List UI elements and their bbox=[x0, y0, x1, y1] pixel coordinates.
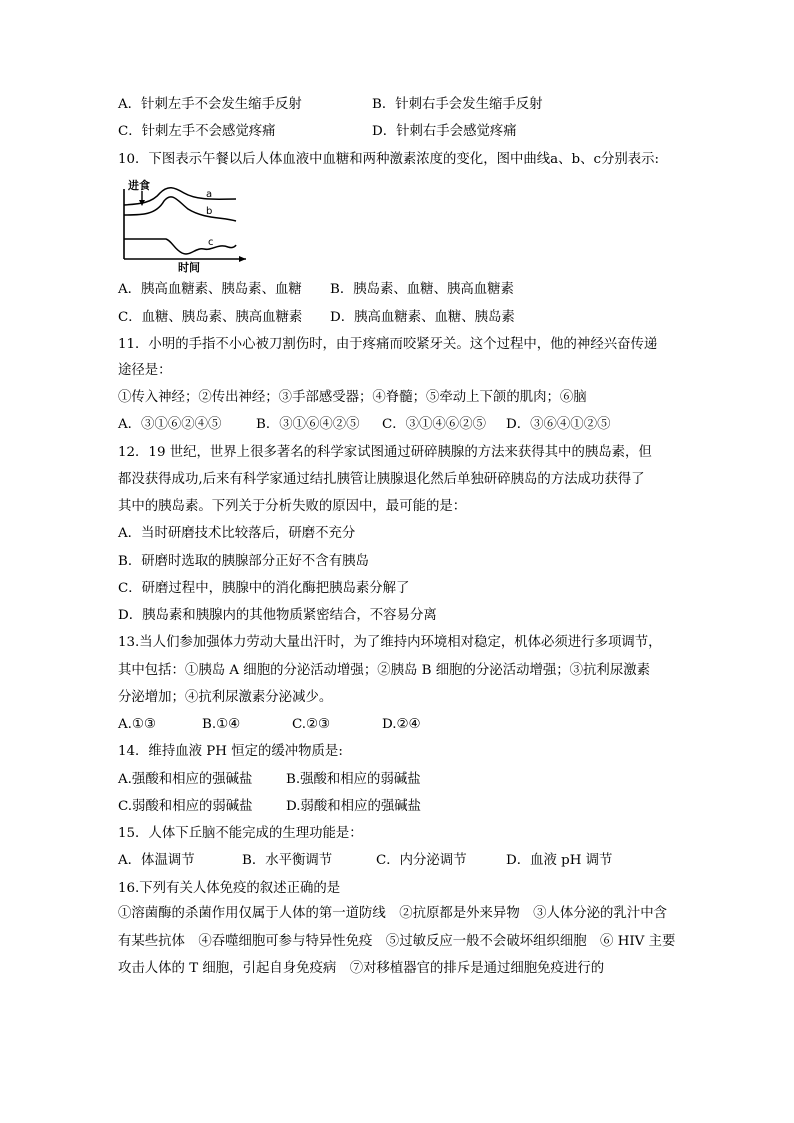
q14-option-c: C.弱酸和相应的弱碱盐 bbox=[118, 799, 253, 814]
q13-option-c: C.②③ bbox=[292, 717, 331, 732]
figure-label-time: 时间 bbox=[178, 261, 200, 273]
q12-stem-line3: 其中的胰岛素。下列关于分析失败的原因中，最可能的是： bbox=[118, 499, 467, 514]
q12-option-c: C．研磨过程中，胰腺中的消化酶把胰岛素分解了 bbox=[118, 581, 410, 596]
q10-stem: 10．下图表示午餐以后人体血液中血糖和两种激素浓度的变化，图中曲线a、b、c分别表示: bbox=[118, 152, 660, 167]
q9-option-b: B．针刺右手会发生缩手反射 bbox=[372, 97, 543, 112]
q11-items: ①传入神经；②传出神经；③手部感受器；④脊髓；⑤牵动上下颌的肌肉；⑥脑 bbox=[118, 390, 587, 405]
q10-option-a: A．胰高血糖素、胰岛素、血糖 bbox=[118, 282, 302, 297]
q14-stem: 14．维持血液 PH 恒定的缓冲物质是: bbox=[118, 744, 343, 759]
q14-option-b: B.强酸和相应的弱碱盐 bbox=[286, 772, 421, 787]
q15-option-b: B．水平衡调节 bbox=[242, 853, 333, 868]
q9-option-d: D．针刺右手会感觉疼痛 bbox=[372, 124, 517, 139]
q15-option-a: A．体温调节 bbox=[118, 853, 195, 868]
q14-option-d: D.弱酸和相应的强碱盐 bbox=[286, 799, 422, 814]
q10-option-d: D．胰高血糖素、血糖、胰岛素 bbox=[330, 310, 515, 325]
q13-option-d: D.②④ bbox=[382, 717, 421, 732]
q16-body: ①溶菌酶的杀菌作用仅属于人体的第一道防线 ②抗原都是外来异物 ③人体分泌的乳汁中含有某些抗体 ④吞噬细胞可参与特异性免疫 ⑤过敏反应一般不会破坏组织细胞 ⑥ HIV 主要攻击人体的 T 细胞，引起自身免疫病 ⑦对移植器官的排斥是通过细胞免疫进行的 bbox=[118, 906, 676, 976]
q11-option-a: A．③①⑥②④⑤ bbox=[118, 417, 222, 432]
q12-option-b: B．研磨时选取的胰腺部分正好不含有胰岛 bbox=[118, 554, 369, 569]
q15-option-c: C．内分泌调节 bbox=[376, 853, 467, 868]
q12-stem-line2: 都没获得成功,后来有科学家通过结扎胰管让胰腺退化然后单独研碎胰岛的方法成功获得了 bbox=[118, 472, 645, 487]
q13-stem-line1: 13.当人们参加强体力劳动大量出汗时，为了维持内环境相对稳定，机体必须进行多项调节， bbox=[118, 635, 662, 650]
q11-stem-line1: 11．小明的手指不小心被刀割伤时，由于疼痛而咬紧牙关。这个过程中，他的神经兴奋传递 bbox=[118, 337, 658, 352]
figure-label-b: b bbox=[206, 206, 213, 217]
figure-x-arrow bbox=[239, 256, 246, 262]
figure-label-c: c bbox=[208, 237, 214, 248]
q11-option-d: D．③⑥④①②⑤ bbox=[506, 417, 611, 432]
curve-c bbox=[124, 239, 236, 254]
q12-option-a: A．当时研磨技术比较落后，研磨不充分 bbox=[118, 526, 356, 541]
q11-option-b: B．③①⑥④②⑤ bbox=[256, 417, 360, 432]
q13-option-a: A.①③ bbox=[118, 717, 156, 732]
q9-option-a: A．针刺左手不会发生缩手反射 bbox=[118, 97, 302, 112]
figure-label-eat: 进食 bbox=[128, 179, 150, 192]
q15-stem: 15．人体下丘脑不能完成的生理功能是： bbox=[118, 826, 363, 841]
q15-option-d: D．血液 pH 调节 bbox=[506, 853, 613, 868]
q13-stem-line2: 其中包括：①胰岛 A 细胞的分泌活动增强；②胰岛 B 细胞的分泌活动增强；③抗利尿激素 bbox=[118, 663, 650, 678]
q9-option-c: C．针刺左手不会感觉疼痛 bbox=[118, 124, 276, 139]
q10-hormone-curve-figure bbox=[118, 177, 248, 273]
q12-stem-line1: 12．19 世纪，世界上很多著名的科学家试图通过研碎胰腺的方法来获得其中的胰岛素，但 bbox=[118, 445, 652, 460]
figure-label-a: a bbox=[206, 189, 213, 200]
q16-stem: 16.下列有关人体免疫的叙述正确的是 bbox=[118, 881, 341, 896]
q13-stem-line3: 分泌增加；④抗利尿激素分泌减少。 bbox=[118, 690, 333, 705]
q14-option-a: A.强酸和相应的强碱盐 bbox=[118, 772, 253, 787]
q10-option-c: C．血糖、胰岛素、胰高血糖素 bbox=[118, 310, 303, 325]
q10-option-b: B．胰岛素、血糖、胰高血糖素 bbox=[330, 282, 514, 297]
q11-stem-line2: 途径是： bbox=[118, 363, 172, 378]
q13-option-b: B.①④ bbox=[202, 717, 241, 732]
q11-option-c: C．③①④⑥②⑤ bbox=[382, 417, 486, 432]
q12-option-d: D．胰岛素和胰腺内的其他物质紧密结合，不容易分离 bbox=[118, 608, 437, 623]
